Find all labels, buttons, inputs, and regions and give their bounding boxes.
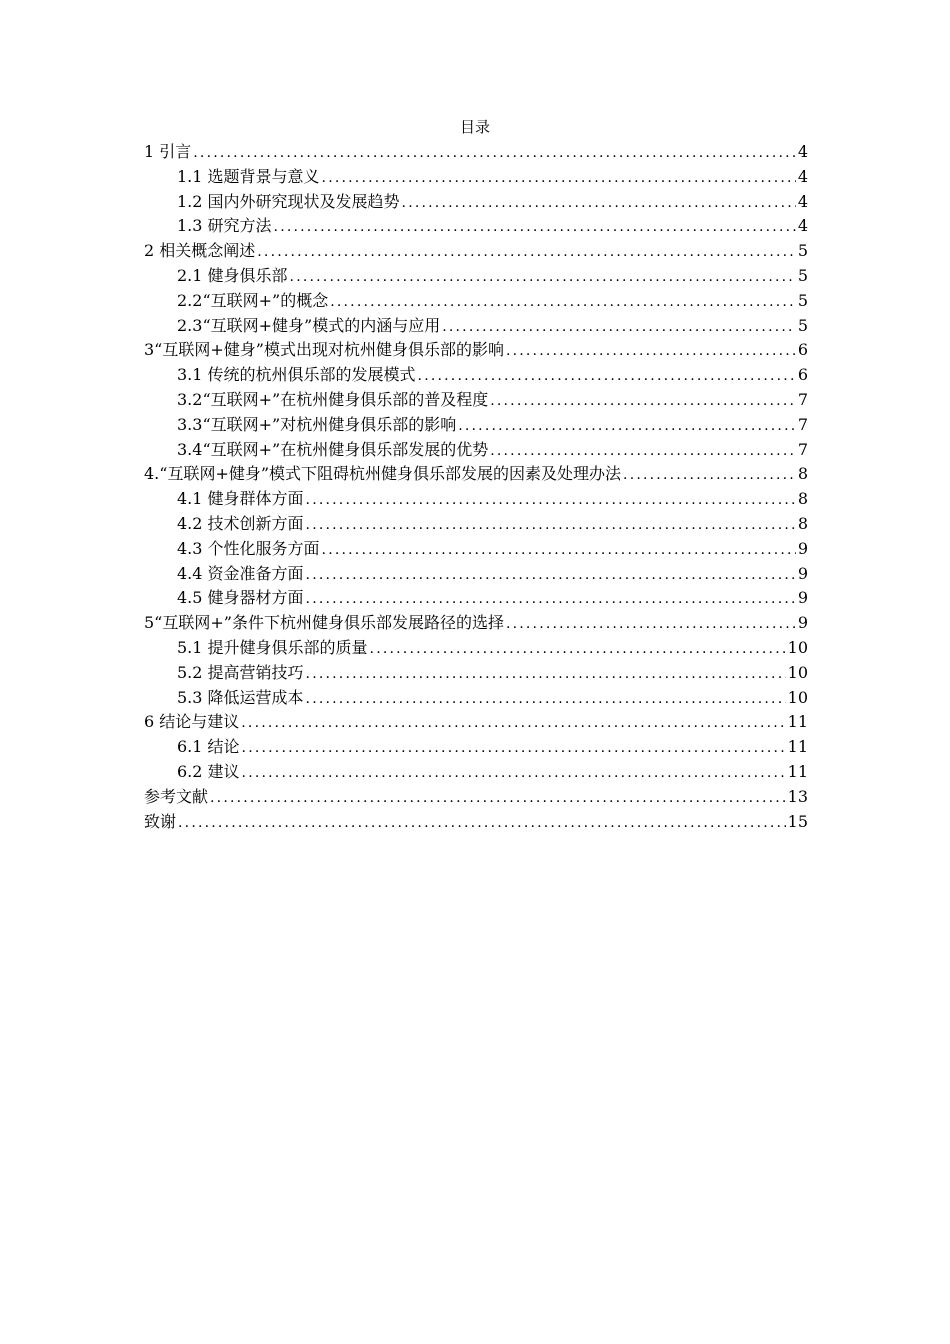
toc-dot-leader [306,513,796,537]
toc-entry[interactable] [144,686,808,711]
toc-entry[interactable] [144,760,808,785]
toc-entry[interactable] [144,214,808,239]
toc-entry[interactable] [144,338,808,363]
toc-page-number: 4 [797,166,808,186]
toc-dot-leader [490,389,796,413]
toc-dot-leader [210,786,786,810]
toc-entry-title: 4.4 资金准备方面 [177,563,304,583]
toc-entry-title: 3.1 传统的杭州俱乐部的发展模式 [177,365,416,385]
toc-entry-title: 2.2“互联网+”的概念 [177,290,329,310]
toc-entry-title: 5.3 降低运营成本 [177,687,304,707]
toc-entry[interactable] [144,562,808,587]
toc-page-number: 6 [797,365,808,385]
toc-entry[interactable] [144,487,808,512]
toc-dot-leader [458,414,796,438]
toc-page-number: 4 [797,216,808,236]
toc-dot-leader [306,488,796,512]
toc-entry[interactable] [144,388,808,413]
toc-dot-leader [241,711,785,735]
toc-page-number: 6 [797,340,808,360]
toc-dot-leader [257,240,796,264]
toc-dot-leader [290,265,796,289]
toc-dot-leader [402,191,796,215]
toc-page-number: 9 [797,588,808,608]
toc-page-number: 9 [797,613,808,633]
toc-entry[interactable] [144,190,808,215]
toc-dot-leader [370,637,786,661]
toc-entry[interactable] [144,239,808,264]
toc-entry-title: 2 相关概念阐述 [144,241,256,261]
toc-entry-title: 4.1 健身群体方面 [177,489,304,509]
toc-page-number: 8 [797,464,808,484]
toc-page-number: 13 [787,786,808,806]
toc-entry-title: 6.1 结论 [177,737,240,757]
toc-dot-leader [242,736,786,760]
toc-page-number: 4 [797,142,808,161]
toc-entry-title: 5.2 提高营销技巧 [177,662,304,682]
toc-entry-title: 6 结论与建议 [144,712,240,732]
toc-entry-title: 4.2 技术创新方面 [177,513,304,533]
toc-title: 目录 [459,118,490,136]
toc-entry-title: 3.4“互联网+”在杭州健身俱乐部发展的优势 [177,439,489,459]
toc-entry-title: 参考文献 [144,786,209,806]
toc-entry[interactable] [144,636,808,661]
toc-entry[interactable] [144,810,808,835]
toc-entry-title: 2.1 健身俱乐部 [177,265,288,285]
toc-entry[interactable] [144,735,808,760]
toc-entry-title: 2.3“互联网+健身”模式的内涵与应用 [177,315,441,335]
toc-entry-title: 4.3 个性化服务方面 [177,538,320,558]
toc-page-number: 5 [797,290,808,310]
toc-entry[interactable] [144,462,808,487]
toc-entry[interactable] [144,537,808,562]
toc-entry[interactable] [144,512,808,537]
toc-page-number: 7 [797,389,808,409]
toc-dot-leader [506,612,796,636]
toc-entry[interactable] [144,363,808,388]
toc-entry-title: 6.2 建议 [177,761,240,781]
toc-dot-leader [178,811,786,835]
toc-entry-title: 1.1 选题背景与意义 [177,166,320,186]
toc-page-number: 10 [787,662,808,682]
toc-entry[interactable] [144,661,808,686]
toc-page-number: 15 [787,811,808,831]
toc-page-number: 9 [797,563,808,583]
toc-page-number: 8 [797,513,808,533]
toc-dot-leader [306,587,796,611]
toc-entry[interactable] [144,289,808,314]
toc-entry[interactable] [144,586,808,611]
toc-entry[interactable] [144,438,808,463]
toc-dot-leader [623,463,796,487]
toc-page-number: 5 [797,241,808,261]
toc-dot-leader [330,290,796,314]
toc-entry[interactable] [144,710,808,735]
toc-page-number: 11 [787,712,808,732]
toc-dot-leader [442,315,796,339]
toc-page-number: 11 [787,761,808,781]
toc-dot-leader [193,141,796,165]
toc-dot-leader [242,761,786,785]
toc-entry-title: 1.2 国内外研究现状及发展趋势 [177,191,400,211]
toc-entry-title: 5.1 提升健身俱乐部的质量 [177,637,368,657]
toc-entry[interactable] [144,611,808,636]
toc-entry[interactable] [144,785,808,810]
toc-dot-leader [322,538,796,562]
toc-page-number: 7 [797,439,808,459]
toc-entry[interactable] [144,413,808,438]
toc-entry[interactable] [144,165,808,190]
toc-entry[interactable] [144,140,808,165]
toc-entry-title: 1.3 研究方法 [177,216,272,236]
toc-page-number: 8 [797,489,808,509]
toc-entry-title: 3.3“互联网+”对杭州健身俱乐部的影响 [177,414,457,434]
toc-page-number: 5 [797,315,808,335]
table-of-contents [144,140,808,834]
toc-page-number: 5 [797,265,808,285]
toc-page-number: 11 [787,737,808,757]
toc-entry-title: 3.2“互联网+”在杭州健身俱乐部的普及程度 [177,389,489,409]
toc-entry-title: 1 引言 [144,142,192,161]
toc-page-number: 10 [787,637,808,657]
toc-page-number: 4 [797,191,808,211]
toc-dot-leader [306,687,786,711]
toc-dot-leader [490,439,796,463]
toc-entry[interactable] [144,314,808,339]
toc-dot-leader [306,662,786,686]
toc-dot-leader [418,364,796,388]
toc-dot-leader [274,215,796,239]
toc-page-number: 9 [797,538,808,558]
toc-page-number: 10 [787,687,808,707]
toc-page-number: 7 [797,414,808,434]
toc-entry-title: 致谢 [144,811,177,831]
toc-entry[interactable] [144,264,808,289]
toc-dot-leader [506,339,796,363]
toc-entry-title: 4.“互联网+健身”模式下阻碍杭州健身俱乐部发展的因素及处理办法 [144,464,622,484]
toc-entry-title: 5“互联网+”条件下杭州健身俱乐部发展路径的选择 [144,613,504,633]
toc-entry-title: 4.5 健身器材方面 [177,588,304,608]
toc-dot-leader [306,563,796,587]
toc-entry-title: 3“互联网+健身”模式出现对杭州健身俱乐部的影响 [144,340,504,360]
toc-dot-leader [322,166,796,190]
